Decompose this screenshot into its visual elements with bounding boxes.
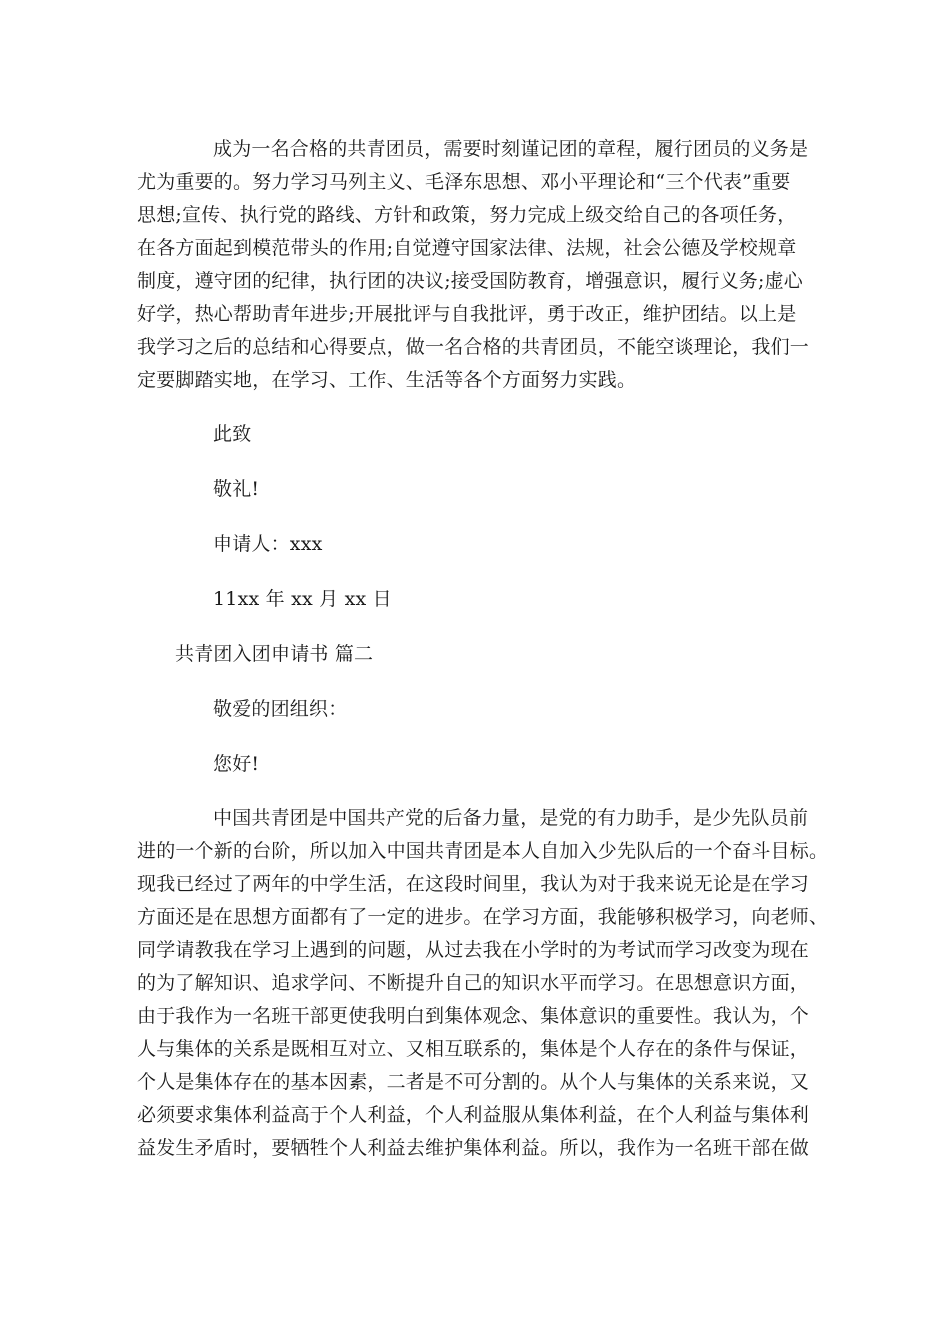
closing-text: 此致 xyxy=(213,423,252,445)
paragraph-line: 现我已经过了两年的中学生活，在这段时间里，我认为对于我来说无论是在学习 xyxy=(137,873,810,895)
paragraph-line: 同学请教我在学习上遇到的问题，从过去我在小学时的为考试而学习改变为现在 xyxy=(137,939,810,961)
paragraph-line: 我学习之后的总结和心得要点，做一名合格的共青团员，不能空谈理论，我们一 xyxy=(137,336,810,358)
paragraph-line: 必须要求集体利益高于个人利益，个人利益服从集体利益，在个人利益与集体利 xyxy=(137,1104,810,1126)
paragraph-line: 进的一个新的台阶，所以加入中国共青团是本人自加入少先队后的一个奋斗目标。 xyxy=(137,840,829,862)
greeting-text: 您好! xyxy=(213,753,260,775)
salute-text: 敬礼! xyxy=(213,478,260,500)
paragraph-line: 益发生矛盾时，要牺牲个人利益去维护集体利益。所以，我作为一名班干部在做 xyxy=(137,1137,810,1159)
paragraph-line: 好学，热心帮助青年进步;开展批评与自我批评，勇于改正，维护团结。以上是 xyxy=(137,303,797,325)
paragraph-line: 在各方面起到模范带头的作用;自觉遵守国家法律、法规，社会公德及学校规章 xyxy=(137,237,797,259)
paragraph-line: 定要脚踏实地，在学习、工作、生活等各个方面努力实践。 xyxy=(137,369,637,391)
paragraph-line: 尤为重要的。努力学习马列主义、毛泽东思想、邓小平理论和“三个代表”重要 xyxy=(137,171,791,193)
paragraph-line: 个人是集体存在的基本因素，二者是不可分割的。从个人与集体的关系来说，又 xyxy=(137,1071,810,1093)
paragraph-line: 制度，遵守团的纪律，执行团的决议;接受国防教育，增强意识，履行义务;虚心 xyxy=(137,270,804,292)
paragraph-line: 成为一名合格的共青团员，需要时刻谨记团的章程，履行团员的义务是 xyxy=(213,138,809,160)
section-title: 共青团入团申请书 篇二 xyxy=(175,643,374,665)
paragraph-line: 的为了解知识、追求学问、不断提升自己的知识水平而学习。在思想意识方面， xyxy=(137,972,810,994)
paragraph-line: 思想;宣传、执行党的路线、方针和政策，努力完成上级交给自己的各项任务， xyxy=(137,204,797,226)
application-date: 11xx 年 xx 月 xx 日 xyxy=(213,588,392,610)
paragraph-line: 由于我作为一名班干部更使我明白到集体观念、集体意识的重要性。我认为，个 xyxy=(137,1005,810,1027)
applicant-signature: 申请人：xxx xyxy=(213,533,323,555)
paragraph-line: 方面还是在思想方面都有了一定的进步。在学习方面，我能够积极学习，向老师、 xyxy=(137,906,829,928)
addressee-text: 敬爱的团组织： xyxy=(213,698,348,720)
paragraph-line: 人与集体的关系是既相互对立、又相互联系的，集体是个人存在的条件与保证， xyxy=(137,1038,810,1060)
paragraph-line: 中国共青团是中国共产党的后备力量，是党的有力助手，是少先队员前 xyxy=(213,807,809,829)
